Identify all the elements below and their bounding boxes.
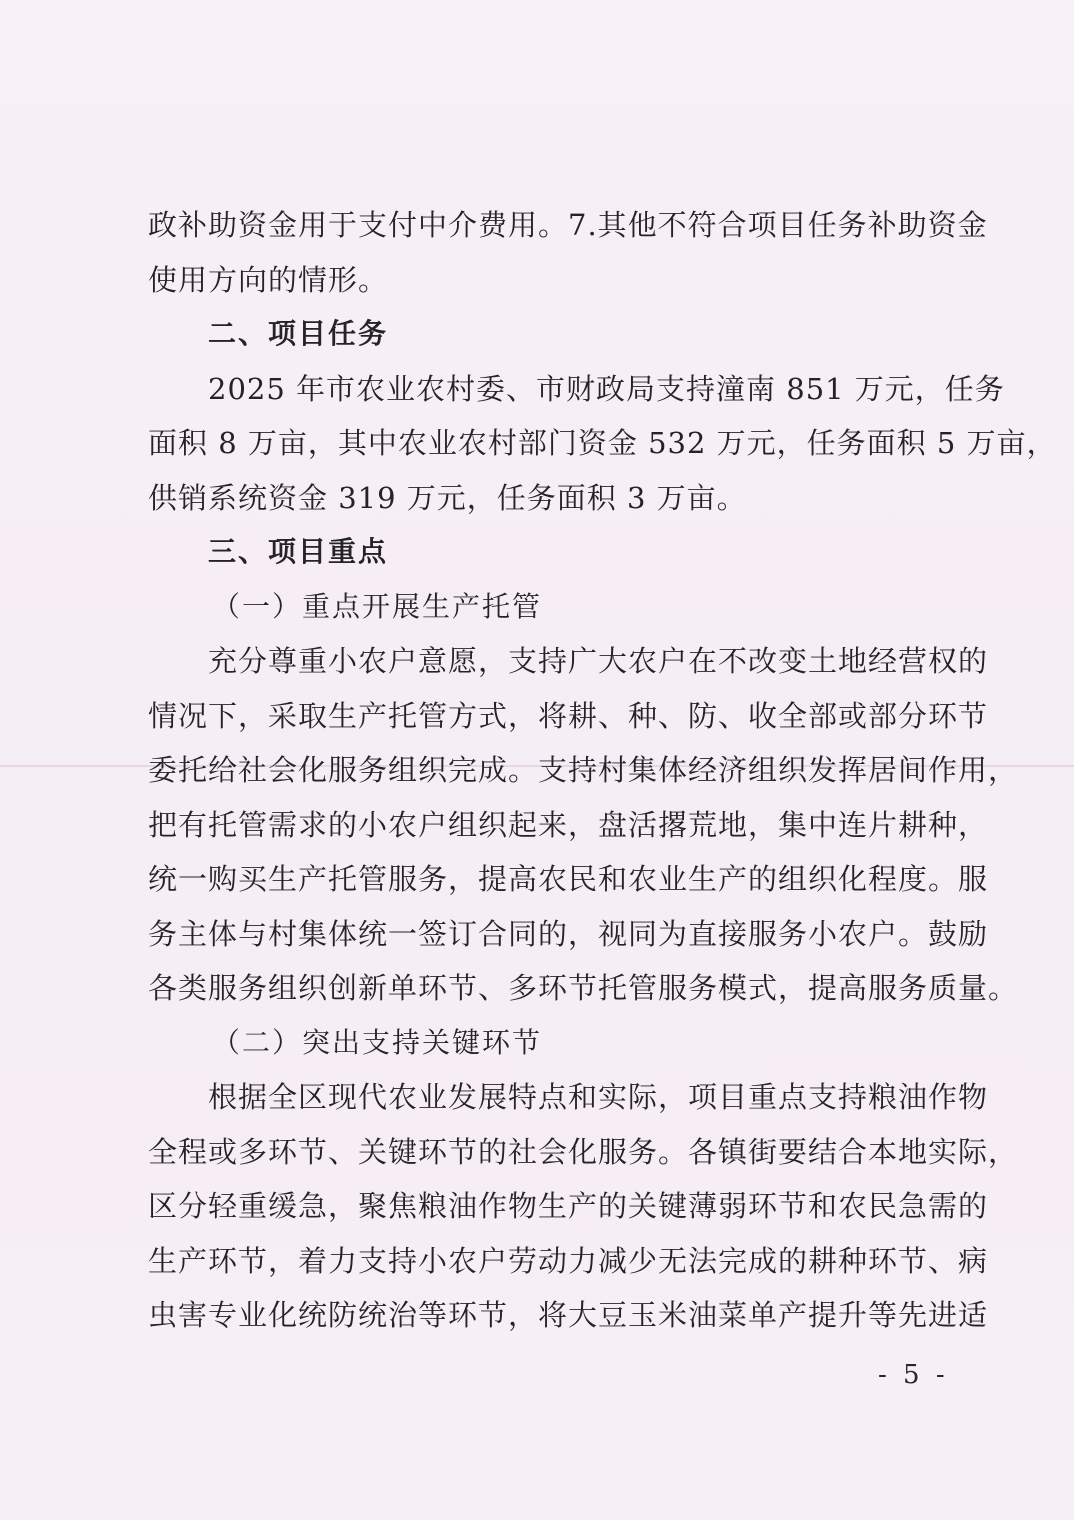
body-line: 全程或多环节、关键环节的社会化服务。各镇街要结合本地实际， [148,1134,1019,1169]
page-number: - 5 - [878,1360,949,1390]
body-line: 把有托管需求的小农户组织起来，盘活撂荒地，集中连片耕种， [148,807,989,842]
body-line: 根据全区现代农业发展特点和实际，项目重点支持粮油作物 [208,1080,989,1114]
body-line: 区分轻重缓急，聚焦粮油作物生产的关键薄弱环节和农民急需的 [148,1189,989,1223]
body-line: 各类服务组织创新单环节、多环节托管服务模式，提高服务质量。 [148,971,1019,1005]
body-line: 2025 年市农业农村委、市财政局支持潼南 851 万元，任务 [208,371,1005,406]
section-heading: 二、项目任务 [208,317,389,350]
body-line: 统一购买生产托管服务，提高农民和农业生产的组织化程度。服 [148,862,989,896]
section-heading: 三、项目重点 [208,535,389,568]
body-line: 供销系统资金 319 万元，任务面积 3 万亩。 [148,480,747,515]
subsection-heading: （一）重点开展生产托管 [212,589,543,623]
body-line: 面积 8 万亩，其中农业农村部门资金 532 万元，任务面积 5 万亩， [148,426,1057,460]
subsection-heading: （二）突出支持关键环节 [212,1025,543,1059]
body-line: 政补助资金用于支付中介费用。7.其他不符合项目任务补助资金 [148,208,988,242]
body-line: 务主体与村集体统一签订合同的，视同为直接服务小农户。鼓励 [148,916,989,951]
body-line: 虫害专业化统防统治等环节，将大豆玉米油菜单产提升等先进适 [148,1298,989,1332]
body-line: 生产环节，着力支持小农户劳动力减少无法完成的耕种环节、病 [148,1243,989,1278]
body-line: 情况下，采取生产托管方式，将耕、种、防、收全部或部分环节 [148,698,989,733]
body-line: 委托给社会化服务组织完成。支持村集体经济组织发挥居间作用， [148,753,1019,787]
body-line: 充分尊重小农户意愿，支持广大农户在不改变土地经营权的 [208,644,989,678]
body-line: 使用方向的情形。 [148,262,389,297]
document-body [148,198,1057,1343]
